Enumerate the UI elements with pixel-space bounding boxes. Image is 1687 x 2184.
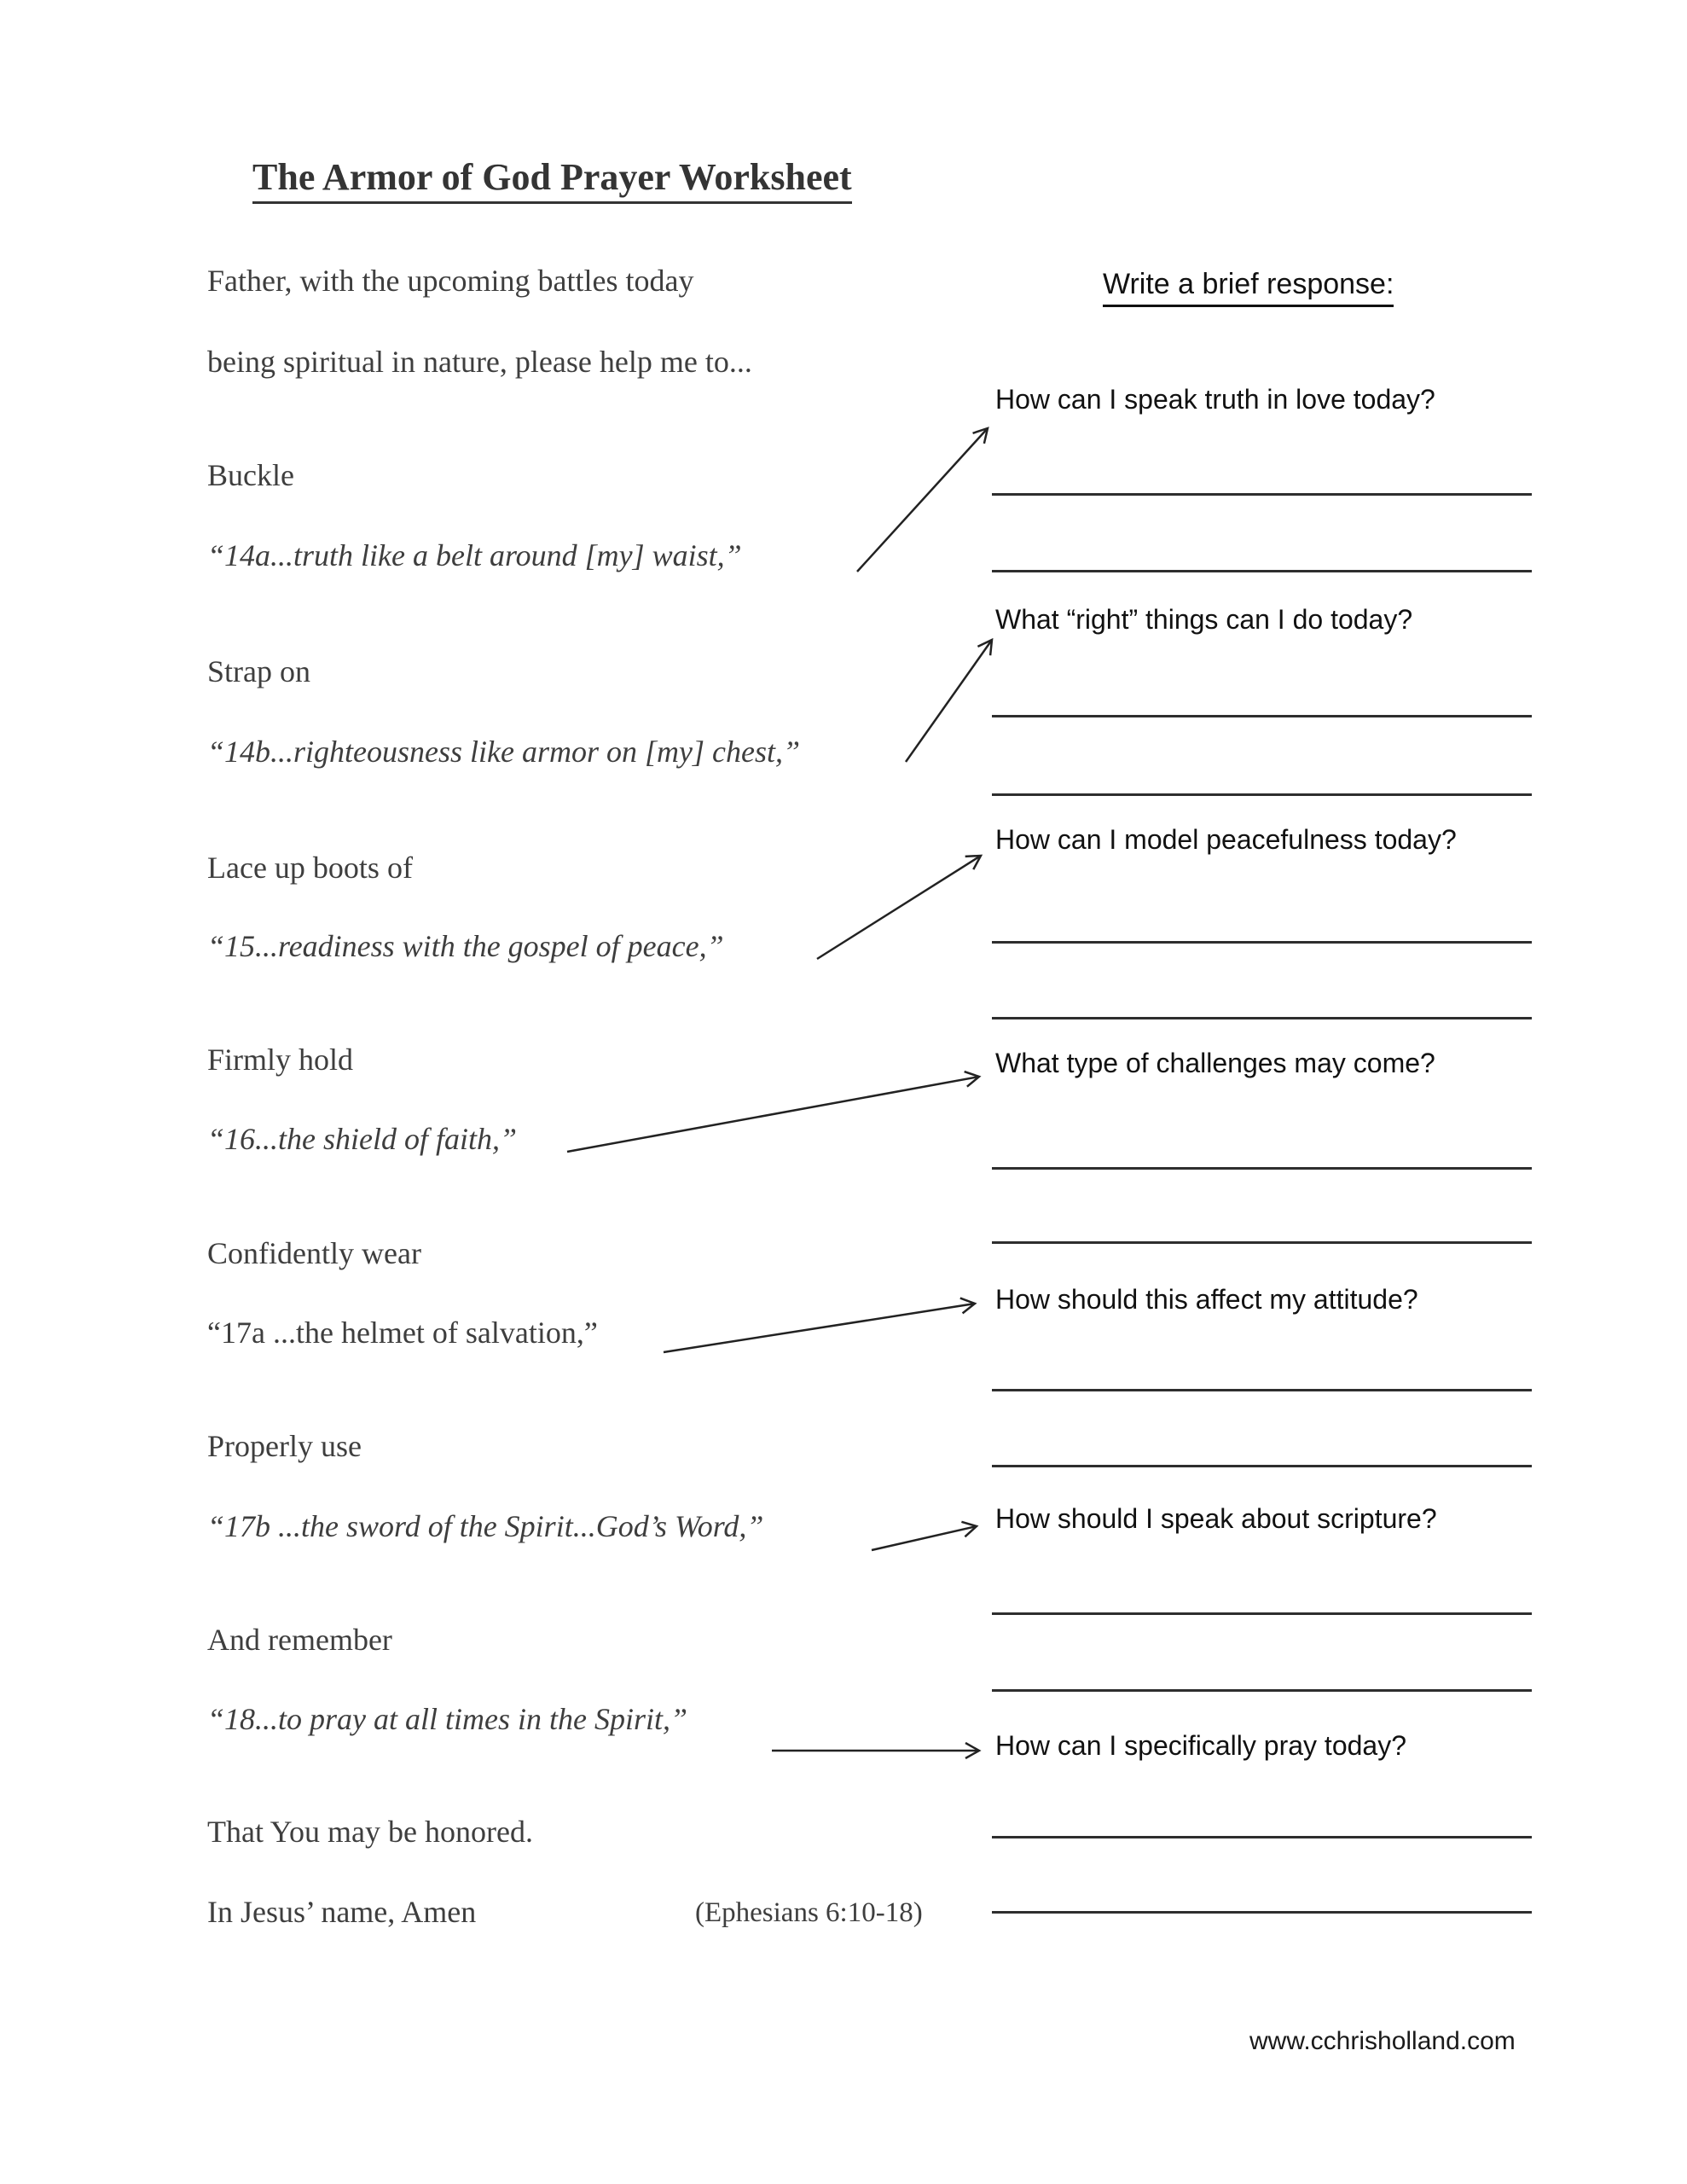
question-pray-today: How can I specifically pray today? <box>995 1730 1406 1761</box>
question-scripture: How should I speak about scripture? <box>995 1503 1437 1534</box>
response-line[interactable] <box>992 793 1532 796</box>
connector-arrow-15 <box>817 856 981 959</box>
response-line[interactable] <box>992 1836 1532 1838</box>
connector-arrow-14a <box>857 428 988 572</box>
connector-arrow-16 <box>567 1077 979 1152</box>
response-line[interactable] <box>992 570 1532 572</box>
item-quote-14a: “14a...truth like a belt around [my] waist,” <box>207 538 742 572</box>
item-lead-firmly-hold: Firmly hold <box>207 1043 354 1077</box>
response-line[interactable] <box>992 493 1532 496</box>
item-quote-17b: “17b ...the sword of the Spirit...God’s Word,” <box>207 1509 764 1543</box>
closing-line-2: In Jesus’ name, Amen <box>207 1895 477 1929</box>
item-lead-and-remember: And remember <box>207 1623 392 1657</box>
response-line[interactable] <box>992 1017 1532 1019</box>
item-lead-strap-on: Strap on <box>207 654 310 688</box>
response-line[interactable] <box>992 1241 1532 1244</box>
item-lead-confidently-wear: Confidently wear <box>207 1236 421 1270</box>
page-title: The Armor of God Prayer Worksheet <box>252 155 852 204</box>
connector-arrow-17a <box>664 1304 975 1352</box>
footer-url: www.cchrisholland.com <box>1249 2027 1516 2055</box>
response-line[interactable] <box>992 715 1532 717</box>
item-quote-16: “16...the shield of faith,” <box>207 1122 518 1156</box>
item-quote-18: “18...to pray at all times in the Spirit,” <box>207 1702 688 1736</box>
connector-arrow-14b <box>906 640 992 762</box>
question-challenges: What type of challenges may come? <box>995 1048 1435 1078</box>
item-lead-lace-up: Lace up boots of <box>207 851 413 885</box>
response-line[interactable] <box>992 941 1532 944</box>
question-peacefulness: How can I model peacefulness today? <box>995 824 1457 855</box>
item-lead-buckle: Buckle <box>207 458 294 492</box>
intro-line-2: being spiritual in nature, please help me to... <box>207 345 752 379</box>
intro-line-1: Father, with the upcoming battles today <box>207 264 694 298</box>
response-line[interactable] <box>992 1612 1532 1615</box>
question-speak-truth: How can I speak truth in love today? <box>995 384 1435 415</box>
response-line[interactable] <box>992 1389 1532 1391</box>
response-line[interactable] <box>992 1167 1532 1170</box>
item-lead-properly-use: Properly use <box>207 1429 362 1463</box>
response-line[interactable] <box>992 1689 1532 1692</box>
question-attitude: How should this affect my attitude? <box>995 1284 1418 1315</box>
response-column-header: Write a brief response: <box>1103 268 1394 307</box>
closing-line-1: That You may be honored. <box>207 1815 533 1849</box>
response-line[interactable] <box>992 1911 1532 1914</box>
item-quote-15: “15...readiness with the gospel of peace,” <box>207 929 724 963</box>
response-line[interactable] <box>992 1465 1532 1467</box>
scripture-reference: (Ephesians 6:10-18) <box>695 1897 923 1928</box>
item-quote-17a: “17a ...the helmet of salvation,” <box>207 1316 598 1350</box>
question-right-things: What “right” things can I do today? <box>995 604 1413 635</box>
item-quote-14b: “14b...righteousness like armor on [my] chest,” <box>207 735 800 769</box>
connector-arrow-17b <box>872 1526 977 1550</box>
